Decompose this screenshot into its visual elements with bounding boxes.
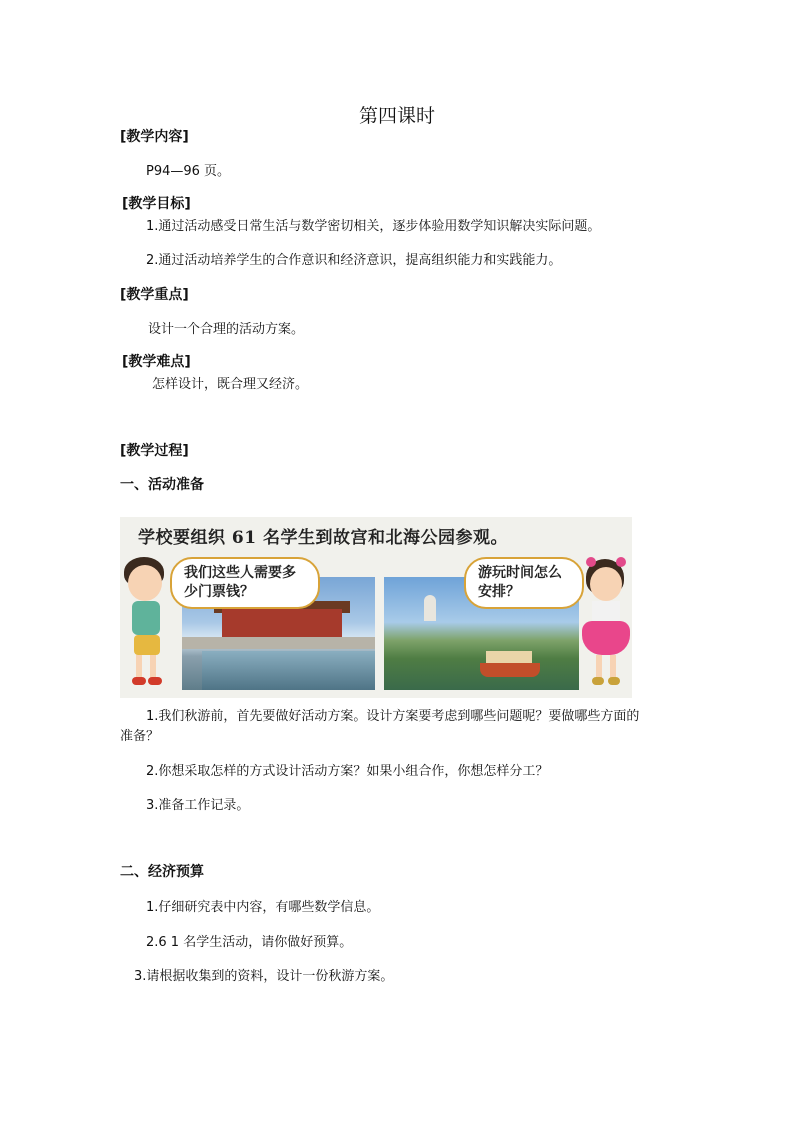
girl-speech-bubble: 游玩时间怎么安排？	[464, 557, 584, 609]
content-text: P94—96 页。	[146, 164, 231, 179]
difficulty-heading: [教学难点]	[122, 354, 191, 370]
part2-item-1: 1.仔细研究表中内容，有哪些数学信息。	[146, 900, 380, 915]
goal-item-1: 1.通过活动感受日常生活与数学密切相关，逐步体验用数学知识解决实际问题。	[146, 219, 601, 234]
part1-item-1: 1.我们秋游前，首先要做好活动方案。设计方案要考虑到哪些问题呢？要做哪些方面的	[146, 709, 640, 724]
part2-item-3: 3.请根据收集到的资料，设计一份秋游方案。	[134, 969, 394, 984]
key-text: 设计一个合理的活动方案。	[148, 322, 305, 337]
part1-heading: 一、活动准备	[120, 477, 204, 493]
part2-heading: 二、经济预算	[120, 864, 204, 880]
boy-speech-bubble: 我们这些人需要多少门票钱？	[170, 557, 320, 609]
goals-heading: [教学目标]	[122, 196, 191, 212]
part1-item-2: 2.你想采取怎样的方式设计活动方案？如果小组合作，你想怎样分工？	[146, 764, 549, 779]
part1-item-1-cont: 准备？	[120, 729, 160, 744]
part2-item-2: 2.6 1 名学生活动，请你做好预算。	[146, 935, 353, 950]
process-heading: [教学过程]	[120, 443, 189, 459]
illustration-banner: 学校要组织 61 名学生到故宫和北海公园参观。	[138, 528, 508, 548]
goal-item-2: 2.通过活动培养学生的合作意识和经济意识，提高组织能力和实践能力。	[146, 253, 562, 268]
difficulty-text: 怎样设计，既合理又经济。	[152, 377, 309, 392]
part1-item-3: 3.准备工作记录。	[146, 798, 250, 813]
key-heading: [教学重点]	[120, 287, 189, 303]
field-trip-illustration	[120, 517, 632, 698]
content-heading: [教学内容]	[120, 129, 189, 145]
page-title: 第四课时	[358, 105, 435, 127]
